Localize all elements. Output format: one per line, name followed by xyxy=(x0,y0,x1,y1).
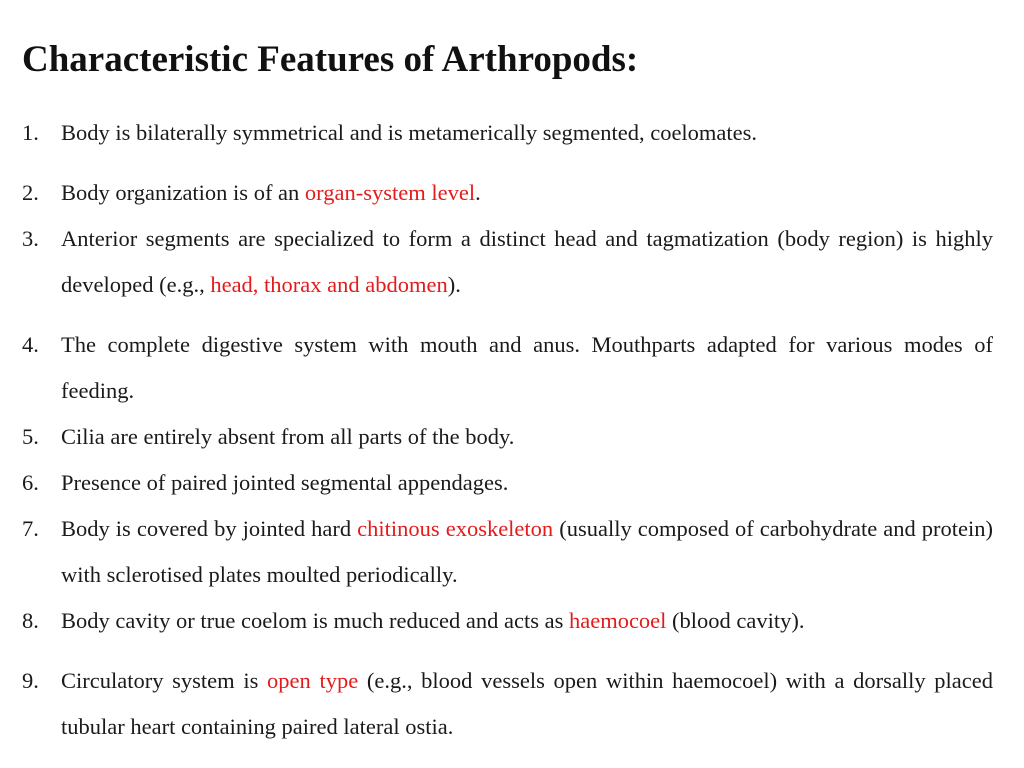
list-item xyxy=(22,322,993,414)
item-text: . xyxy=(475,180,481,205)
item-number: 1. xyxy=(22,120,39,145)
item-text: Body organization is of an xyxy=(61,180,305,205)
list-item xyxy=(22,170,993,216)
item-text: Body is bilaterally symmetrical and is metamerically segmented, coelomates. xyxy=(61,120,758,145)
item-number: 3. xyxy=(22,226,39,251)
highlighted-term: organ-system level xyxy=(304,180,476,205)
item-number: 6. xyxy=(22,470,39,495)
item-text: Anterior segments are specialized to form a distinct head and tagmatization (body region) is highly developed (e.g., xyxy=(61,226,993,297)
item-number: 5. xyxy=(22,424,39,449)
item-text: Cilia are entirely absent from all parts of the body. xyxy=(61,424,515,449)
item-text: (e.g., blood vessels open within haemocoel) with a dorsally placed tubular heart containing paired lateral ostia. xyxy=(61,668,993,739)
item-text: (usually composed of carbohydrate and protein) with sclerotised plates moulted periodically. xyxy=(61,516,994,587)
item-text: (blood cavity). xyxy=(666,608,805,633)
list-item xyxy=(22,414,993,460)
item-text: The complete digestive system with mouth and anus. Mouthparts adapted for various modes of feeding. xyxy=(61,332,993,403)
list-item xyxy=(22,598,993,644)
list-item xyxy=(22,110,993,156)
item-text: Body cavity or true coelom is much reduced and acts as xyxy=(61,608,569,633)
item-text: Presence of paired jointed segmental appendages. xyxy=(61,470,509,495)
highlighted-term: open type xyxy=(267,668,359,693)
list-item xyxy=(22,460,993,506)
item-text: Circulatory system is xyxy=(61,668,268,693)
feature-list xyxy=(22,110,993,750)
list-item xyxy=(22,506,993,598)
item-number: 4. xyxy=(22,332,39,357)
list-item xyxy=(22,216,993,308)
highlighted-term: head, thorax and abdomen xyxy=(210,272,448,297)
item-text: ). xyxy=(447,272,461,297)
highlighted-term: chitinous exoskeleton xyxy=(357,516,554,541)
item-number: 9. xyxy=(22,668,39,693)
item-text: Body is covered by jointed hard xyxy=(61,516,358,541)
item-number: 8. xyxy=(22,608,39,633)
item-number: 7. xyxy=(22,516,39,541)
slide-title: Characteristic Features of Arthropods: xyxy=(22,39,639,80)
highlighted-term: haemocoel xyxy=(568,608,667,633)
item-number: 2. xyxy=(22,180,39,205)
list-item xyxy=(22,658,993,750)
